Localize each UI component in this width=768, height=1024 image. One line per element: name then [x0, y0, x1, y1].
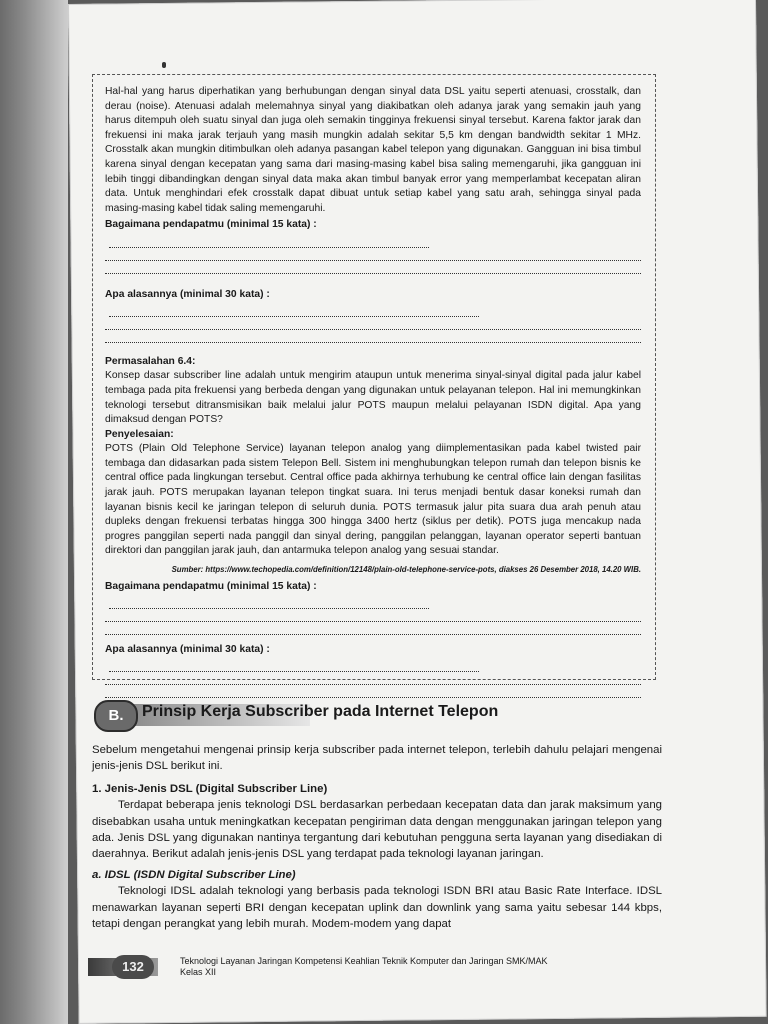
section-header: [90, 698, 660, 732]
box-intro-paragraph: Hal-hal yang harus diperhatikan yang berhubungan dengan sinyal data DSL yaitu seperti atenuasi, crosstalk, dan derau (noise). Atenuasi adalah melemahnya sinyal yang diakibatkan oleh adanya jarak yang semakin jauh yang harus ditempuh oleh suatu sinyal dan juga oleh semakin tingginya frekuensi sinyal tersebut. Karena faktor jarak dan frekuensi ini maka jarak terjauh yang masih mungkin adalah sekitar 5,5 km dengan bandwidth sekitar 1 MHz. Crosstalk akan mungkin ditimbulkan oleh adanya pasangan kabel telepon yang digunakan. Gangguan ini bisa timbul karena sinyal dengan kecepatan yang sama dari masing-masing kabel bisa saling memengaruhi, jika gangguan ini lebih tinggi dibandingkan dengan sinyal data maka akan timbul banyak error yang memperlambat kecepatan aliran data. Untuk menghindari efek crosstalk dapat dibuat untuk setiap kabel yang satu arah, sehingga sinyal pada masing-masing kabel tidak saling memengaruhi.: [105, 86, 641, 214]
solution-text: POTS (Plain Old Telephone Service) layanan telepon analog yang diimplementasikan pada kabel twisted pair tembaga dan didasarkan pada sistem Telepon Bell. Sistem ini menghubungkan telepon rumah dan telepon bisnis ke central office pada lingkungan tersebut. Central office pada akhirnya terhubung ke central office lain dengan fasilitas jarak jauh. POTS merupakan layanan telepon tingkat suara. Ini terus menjadi bentuk dasar koneksi rumah dan layanan bisnis kecil ke jaringan telepon di seluruh dunia. POTS termasuk jalur pita suara dua arah penuh atau dupleks dengan frekuensi terbatas hingga 300 hingga 3400 hertz (siklus per detik). POTS juga mencakup nada progres panggilan seperti nada panggil dan sinyal dering, panggilan pelanggan, layanan operator seperti bantuan direktori dan panggilan jarak jauh, dan antarmuka telepon analog yang sesuai standar.: [105, 443, 641, 557]
answer-line[interactable]: [105, 317, 641, 330]
footer-text: [180, 956, 548, 978]
footer-line-2: Kelas XII: [180, 967, 217, 977]
problem-text: Konsep dasar subscriber line adalah untuk mengirim ataupun untuk menerima sinyal-sinyal digital pada jalur kabel tembaga pada pita frekuensi yang berbeda dengan yang digunakan untuk pelayanan telepon. Hal ini memungkinkan teknologi tersebut ditransmisikan baik melalui jalur POTS maupun melalui pelayanan ISDN digital. Apa yang dimaksud dengan POTS?: [105, 370, 641, 426]
section-intro: Sebelum mengetahui mengenai prinsip kerja subscriber pada internet telepon, terlebih dahulu pelajari mengenai jenis-jenis DSL berikut ini.: [92, 744, 662, 773]
answer-line[interactable]: [105, 609, 641, 622]
answer-line[interactable]: [109, 596, 429, 609]
answer-line[interactable]: [105, 248, 641, 261]
item-1-title: 1. Jenis-Jenis DSL (Digital Subscriber Line): [92, 782, 328, 795]
exercise-box: [92, 74, 656, 680]
item-1-text: Terdapat beberapa jenis teknologi DSL berdasarkan perbedaan kecepatan data dan jarak maksimum yang disebabkan usaha untuk meningkatkan kecepatan pengiriman data dengan menggunakan jaringan telepon yang ada. Jenis DSL yang digunakan nantinya tergantung dari kebutuhan pengguna serta layanan yang disediakan di daerahnya. Berikut adalah jenis-jenis DSL yang terdapat pada teknologi layanan jaringan.: [92, 799, 662, 861]
answer-line[interactable]: [105, 261, 641, 274]
opinion-question-2-label: Bagaimana pendapatmu (minimal 15 kata) :: [105, 580, 317, 592]
scan-speck: [162, 62, 166, 68]
item-a-title: a. IDSL (ISDN Digital Subscriber Line): [92, 868, 296, 881]
opinion-question-2: [105, 580, 641, 609]
item-a-text: Teknologi IDSL adalah teknologi yang berbasis pada teknologi ISDN BRI atau Basic Rate Interface. IDSL menawarkan layanan seperti BRI dengan kecepatan uplink dan downlink yang sama yaitu sebesar 144 kbps, tetapi dengan perangkat yang lebih murah. Modem-modem yang dapat: [92, 885, 662, 931]
source-citation: Sumber: https://www.techopedia.com/definition/12148/plain-old-telephone-service-pots, diakses 26 Desember 2018, 14.20 WIB.: [171, 565, 641, 575]
answer-line[interactable]: [109, 304, 479, 317]
reason-question-2: [105, 643, 641, 672]
footer-line-1: Teknologi Layanan Jaringan Kompetensi Keahlian Teknik Komputer dan Jaringan SMK/MAK: [180, 956, 548, 966]
scan-background-strip: [0, 0, 68, 1024]
answer-line[interactable]: [109, 235, 429, 248]
answer-line[interactable]: [109, 659, 479, 672]
reason-question-1-label: Apa alasannya (minimal 30 kata) :: [105, 288, 270, 300]
answer-line[interactable]: [105, 672, 641, 685]
opinion-question-1: [105, 218, 641, 247]
reason-question-1: [105, 288, 641, 317]
opinion-question-1-label: Bagaimana pendapatmu (minimal 15 kata) :: [105, 219, 317, 231]
page-number: 132: [112, 955, 154, 979]
section-badge: B.: [94, 700, 138, 732]
section-title: Prinsip Kerja Subscriber pada Internet Telepon: [142, 703, 499, 720]
problem-title: Permasalahan 6.4:: [105, 355, 196, 367]
reason-question-2-label: Apa alasannya (minimal 30 kata) :: [105, 643, 270, 655]
answer-line[interactable]: [105, 330, 641, 343]
answer-line[interactable]: [105, 622, 641, 635]
solution-title: Penyelesaian:: [105, 428, 174, 440]
section-body: [92, 742, 662, 932]
page-footer: [88, 954, 668, 984]
answer-line[interactable]: [105, 685, 641, 698]
